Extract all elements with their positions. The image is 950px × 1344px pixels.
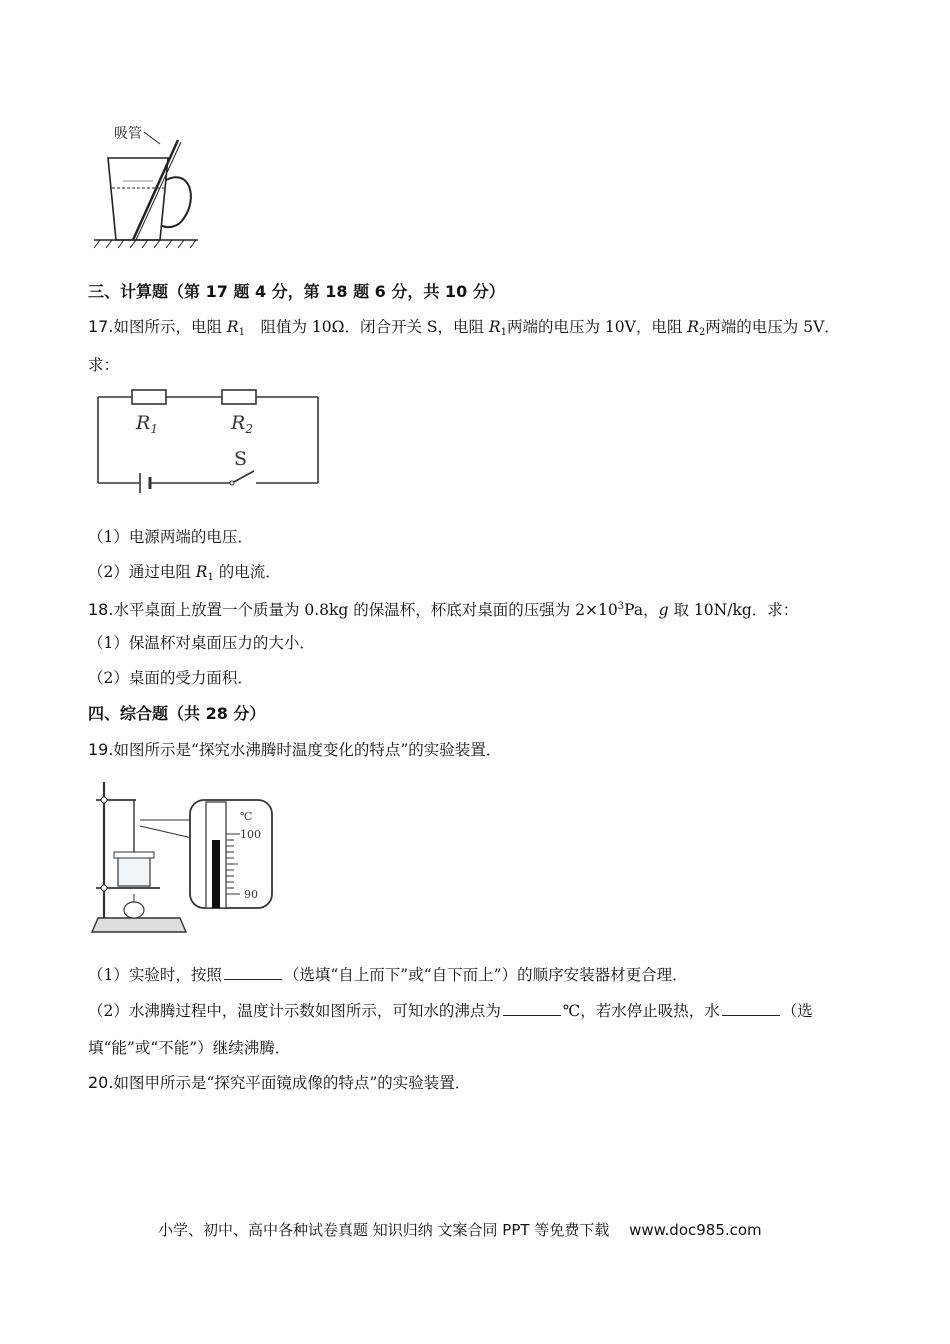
r2-label: R <box>231 412 246 434</box>
question-17-number: 17. <box>88 317 114 336</box>
question-18-part-2: （2）桌面的受力面积． <box>88 669 253 687</box>
beaker-lid <box>114 852 154 858</box>
switch-label: S <box>234 448 248 470</box>
question-20: 20.如图甲所示是“探究平面镜成像的特点”的实验装置． <box>88 1073 471 1092</box>
switch-s <box>232 471 254 483</box>
thermometer-mark-lower: 90 <box>244 888 258 901</box>
question-20-number: 20. <box>88 1073 114 1092</box>
thermometer-mark-upper: 100 <box>240 828 261 841</box>
question-18: 18.水平桌面上放置一个质量为 0.8kg 的保温杯，杯底对桌面的压强为 $2\times 10^3Pa$，g 取 10N/kg．求： <box>88 600 799 619</box>
circuit-figure <box>94 385 324 497</box>
answer-blank-2[interactable] <box>503 1001 561 1016</box>
resistor-r1 <box>132 390 166 404</box>
cup-handle <box>162 177 191 227</box>
thermometer-zoom <box>190 800 272 908</box>
question-17: 17.如图所示，电阻 $R_1$ 阻值为 10Ω．闭合开关 S，电阻 $R_1$两端的电压为 10V，电阻 $R_2$两端的电压为 5V． <box>88 317 840 338</box>
question-17-ask: 求： <box>88 356 120 374</box>
question-19-number: 19. <box>88 740 114 759</box>
straw-label-line <box>144 132 160 144</box>
r1-label: R <box>136 412 151 434</box>
section-4-heading: 四、综合题（共 28 分） <box>88 704 266 723</box>
thermometer-unit: ℃ <box>240 810 253 823</box>
question-18-number: 18. <box>88 600 114 619</box>
alcohol-lamp <box>124 902 144 918</box>
section-3-heading: 三、计算题（第 17 题 4 分，第 18 题 6 分，共 10 分） <box>88 282 505 301</box>
cup-straw-figure <box>88 118 213 250</box>
question-19-part-1: （1）实验时，按照 （选填“自上而下”或“自下而上”）的顺序安装器材更合理． <box>88 966 688 984</box>
answer-blank-1[interactable] <box>224 965 282 980</box>
straw-label: 吸管 <box>114 126 142 142</box>
page-footer: 小学、初中、高中各种试卷真题 知识归纳 文案合同 PPT 等免费下载 www.doc985.com <box>158 1221 762 1239</box>
question-18-part-1: （1）保温杯对桌面压力的大小． <box>88 634 315 652</box>
svg-text:R1: $R_1$ <box>136 412 158 436</box>
question-19: 19.如图所示是“探究水沸腾时温度变化的特点”的实验装置． <box>88 740 502 759</box>
svg-text:R2: $R_2$ <box>231 412 253 436</box>
beaker <box>118 856 150 886</box>
question-17-part-1: （1）电源两端的电压． <box>88 528 253 546</box>
mercury-column <box>212 840 220 908</box>
boiling-apparatus-figure <box>88 776 284 944</box>
stand-base <box>92 918 186 932</box>
straw <box>133 140 178 240</box>
question-19-part-2-cont: 填“能”或“不能”）继续沸腾． <box>88 1039 291 1057</box>
answer-blank-3[interactable] <box>722 1001 780 1016</box>
question-19-part-2: （2）水沸腾过程中，温度计示数如图所示，可知水的沸点为 ℃，若水停止吸热，水 （选 <box>88 1002 813 1020</box>
question-17-part-2: （2）通过电阻 $R_1$ 的电流． <box>88 563 281 583</box>
resistor-r2 <box>222 390 256 404</box>
